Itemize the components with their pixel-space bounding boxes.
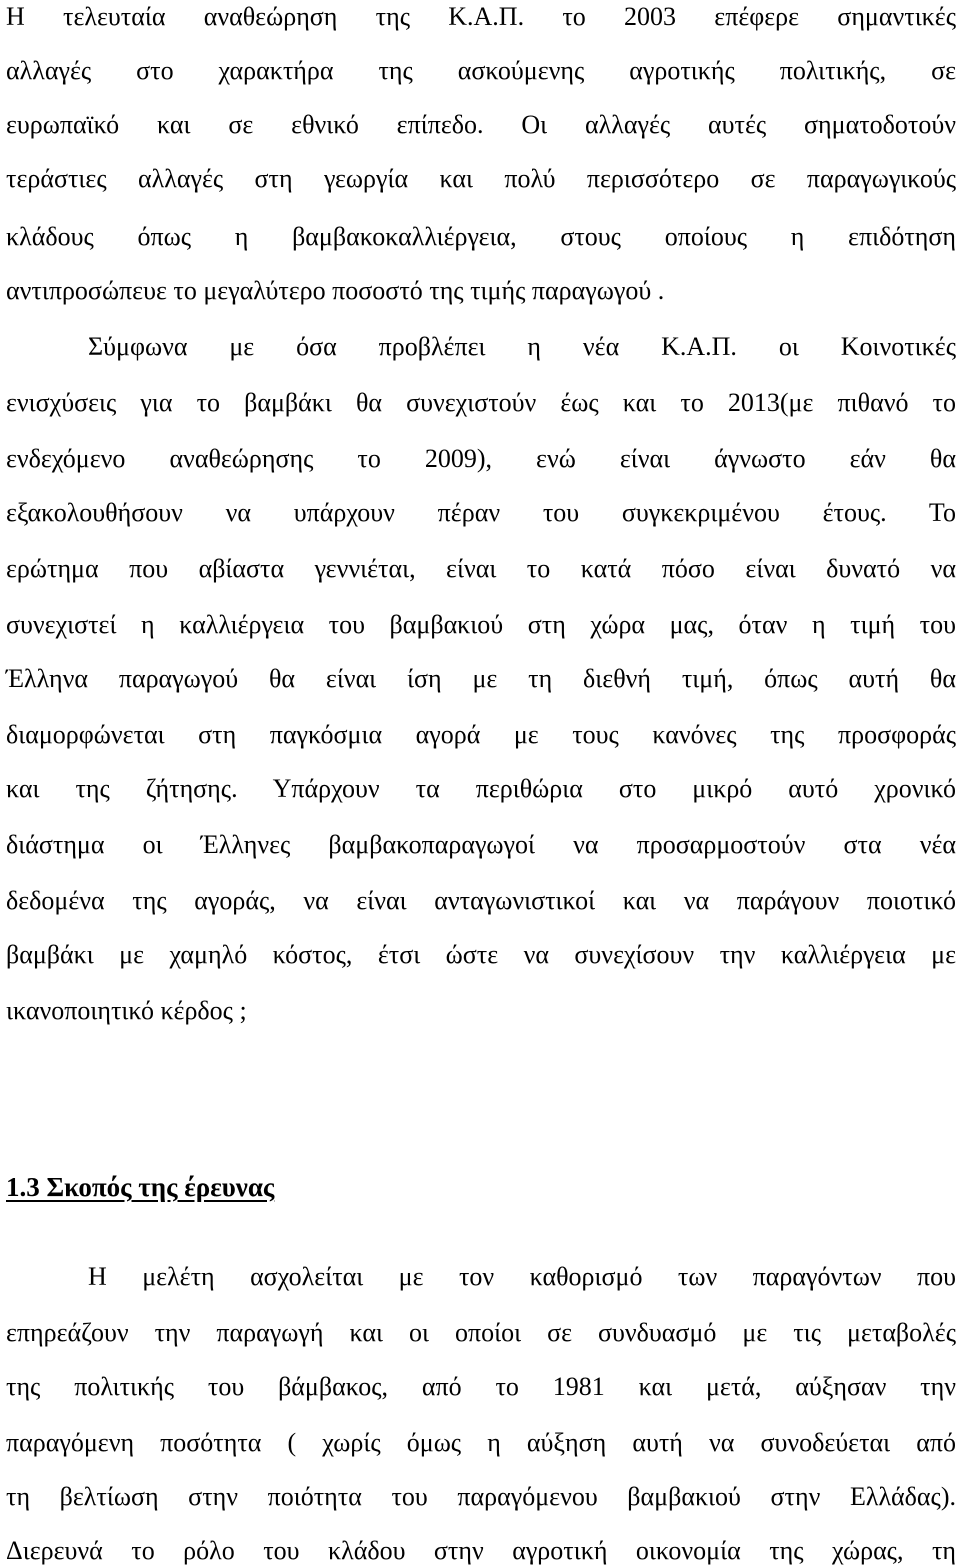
text-line: επηρεάζουν την παραγωγή και οι οποίοι σε συνδυασμό με τις μεταβολές xyxy=(6,1318,956,1347)
text-line: ενισχύσεις για το βαμβάκι θα συνεχιστούν έως και το 2013(με πιθανό το xyxy=(6,388,956,417)
text-line: Η μελέτη ασχολείται με τον καθορισμό των παραγόντων που xyxy=(88,1262,956,1291)
text-line: αλλαγές στο χαρακτήρα της ασκούμενης αγροτικής πολιτικής, σε xyxy=(6,56,956,85)
text-line: διάστημα οι Έλληνες βαμβακοπαραγωγοί να προσαρμοστούν στα νέα xyxy=(6,830,956,859)
text-line: ερώτημα που αβίαστα γεννιέται, είναι το κατά πόσο είναι δυνατό να xyxy=(6,554,956,583)
text-line: Έλληνα παραγωγού θα είναι ίση με τη διεθνή τιμή, όπως αυτή θα xyxy=(6,664,956,693)
text-line: ευρωπαϊκό και σε εθνικό επίπεδο. Οι αλλαγές αυτές σηματοδοτούν xyxy=(6,110,956,139)
text-line: της πολιτικής του βάμβακος, από το 1981 και μετά, αύξησαν την xyxy=(6,1372,956,1401)
text-line: Η τελευταία αναθεώρηση της Κ.Α.Π. το 2003 επέφερε σημαντικές xyxy=(6,2,956,31)
text-line: παραγόμενη ποσότητα ( χωρίς όμως η αύξηση αυτή να συνοδεύεται από xyxy=(6,1428,956,1457)
text-line: τεράστιες αλλαγές στη γεωργία και πολύ περισσότερο σε παραγωγικούς xyxy=(6,164,956,193)
text-line: τη βελτίωση στην ποιότητα του παραγόμενου βαμβακιού στην Ελλάδας). xyxy=(6,1482,956,1511)
text-line: κλάδους όπως η βαμβακοκαλλιέργεια, στους οποίους η επιδότηση xyxy=(6,222,956,251)
text-line: συνεχιστεί η καλλιέργεια του βαμβακιού στη χώρα μας, όταν η τιμή του xyxy=(6,610,956,639)
section-heading: 1.3 Σκοπός της έρευνας xyxy=(6,1172,275,1202)
text-line: και της ζήτησης. Υπάρχουν τα περιθώρια στο μικρό αυτό χρονικό xyxy=(6,774,956,803)
text-line: Σύμφωνα με όσα προβλέπει η νέα Κ.Α.Π. οι Κοινοτικές xyxy=(88,332,956,361)
text-line: ικανοποιητικό κέρδος ; xyxy=(6,996,247,1025)
text-line: διαμορφώνεται στη παγκόσμια αγορά με τους κανόνες της προσφοράς xyxy=(6,720,956,749)
text-line: ενδεχόμενο αναθεώρησης το 2009), ενώ είναι άγνωστο εάν θα xyxy=(6,444,956,473)
text-line: δεδομένα της αγοράς, να είναι ανταγωνιστικοί και να παράγουν ποιοτικό xyxy=(6,886,956,915)
text-line: βαμβάκι με χαμηλό κόστος, έτσι ώστε να συνεχίσουν την καλλιέργεια με xyxy=(6,940,956,969)
text-line: αντιπροσώπευε το μεγαλύτερο ποσοστό της τιμής παραγωγού . xyxy=(6,276,665,305)
text-line: Διερευνά το ρόλο του κλάδου στην αγροτική οικονομία της χώρας, τη xyxy=(6,1536,956,1565)
text-line: εξακολουθήσουν να υπάρχουν πέραν του συγκεκριμένου έτους. Το xyxy=(6,498,956,527)
